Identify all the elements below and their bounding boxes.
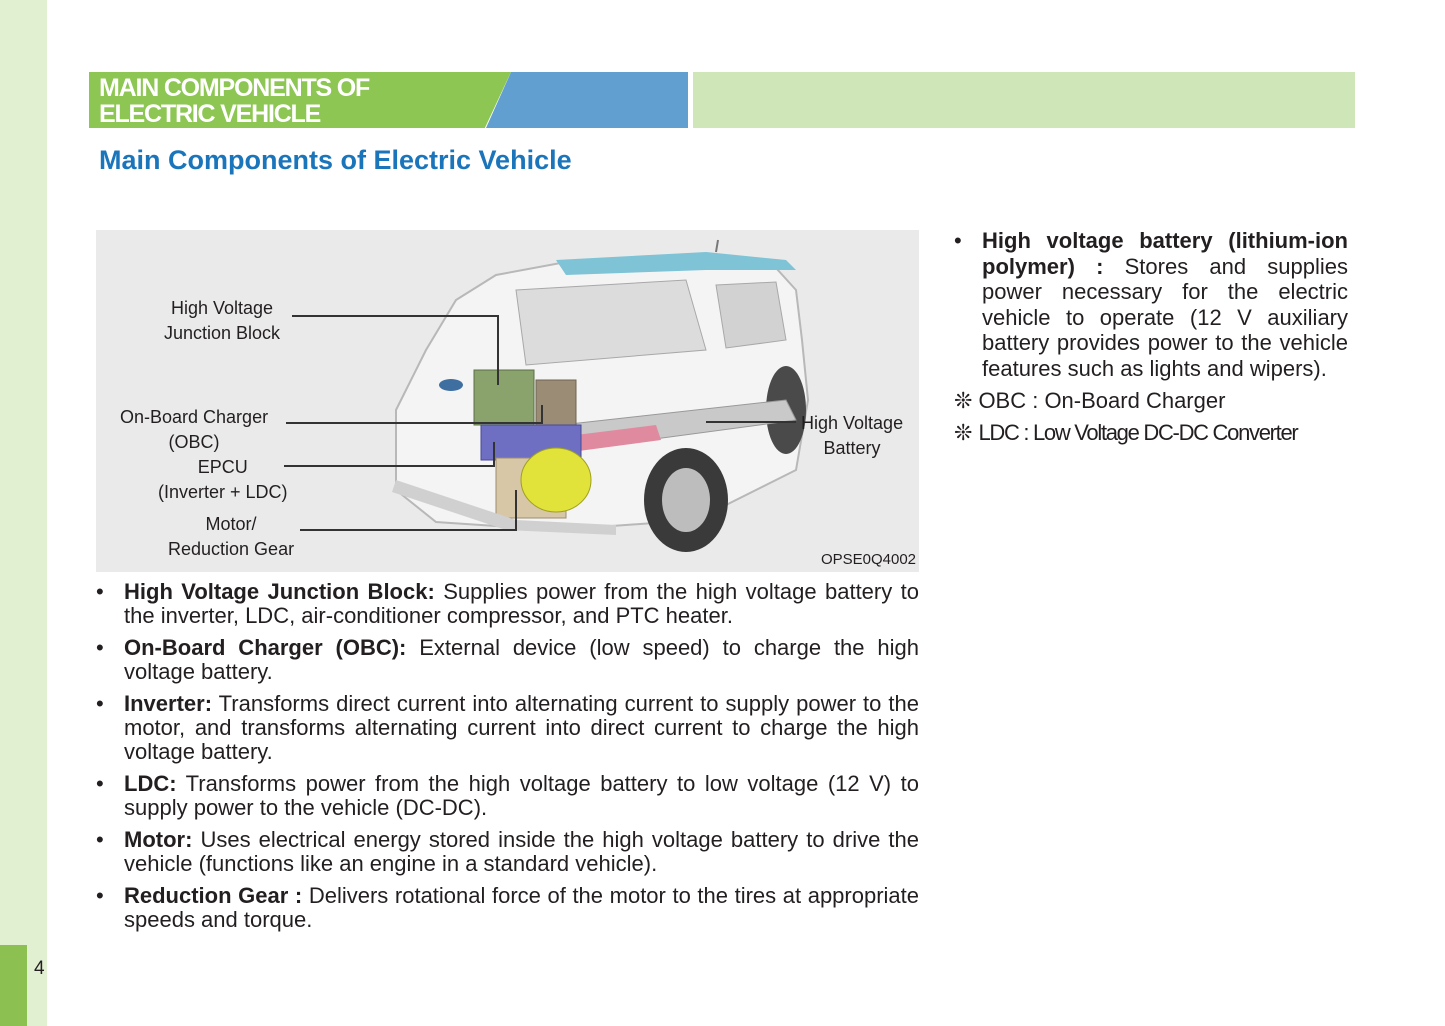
bullet-text: Transforms direct current into alternating current to supply power to the motor, and transforms alternating current into direct current to charge the high voltage battery. xyxy=(124,691,919,764)
list-item xyxy=(96,636,919,684)
list-item xyxy=(96,884,919,932)
bullet-text: Uses electrical energy stored inside the high voltage battery to drive the vehicle (functions like an engine in a standard vehicle). xyxy=(124,827,919,876)
callout-obc-line2: (OBC) xyxy=(168,432,220,452)
list-item xyxy=(96,828,919,876)
bullet-term: High Voltage Junction Block: xyxy=(124,579,435,604)
callout-motor-line2: Reduction Gear xyxy=(168,539,295,559)
vehicle-components-figure xyxy=(96,230,919,572)
battery-term: High voltage battery (lithium-ion polymer) : xyxy=(982,228,1348,279)
component-description-list xyxy=(96,580,919,940)
callout-epcu-line1: EPCU xyxy=(197,457,248,477)
chapter-header-line2: ELECTRIC VEHICLE xyxy=(99,100,321,128)
bullet-term: Reduction Gear : xyxy=(124,883,303,908)
callout-motor-reduction-gear xyxy=(168,512,294,562)
callout-epcu-line2: (Inverter + LDC) xyxy=(158,482,288,502)
note-obc-text: OBC : On-Board Charger xyxy=(978,388,1226,413)
list-item xyxy=(96,692,919,764)
page-tab-marker xyxy=(0,945,27,1026)
callout-on-board-charger xyxy=(120,405,268,455)
junction-block-module xyxy=(474,370,534,425)
antenna xyxy=(716,240,718,252)
page-number: 4 xyxy=(34,958,45,979)
callout-hvjb-line1: High Voltage xyxy=(170,298,274,318)
side-window xyxy=(716,282,786,348)
callout-high-voltage-junction-block xyxy=(164,296,280,346)
note-mark-icon: ❊ xyxy=(954,420,973,445)
callout-hvb-line2: Battery xyxy=(823,438,881,458)
note-ldc-text: LDC : Low Voltage DC-DC Converter xyxy=(978,420,1298,445)
callout-hvjb-line2: Junction Block xyxy=(164,323,281,343)
battery-bullet xyxy=(954,228,1348,381)
side-margin-bar xyxy=(0,0,47,1026)
front-right-rim xyxy=(662,468,710,532)
callout-epcu xyxy=(158,455,288,505)
callout-hvb-line1: High Voltage xyxy=(801,413,904,433)
callout-obc-line1: On-Board Charger xyxy=(120,407,269,427)
right-column xyxy=(954,228,1348,449)
bullet-term: On-Board Charger (OBC): xyxy=(124,635,407,660)
reduction-gear-module xyxy=(521,448,591,512)
section-title: Main Components of Electric Vehicle xyxy=(99,145,572,175)
callout-motor-line1: Motor/ xyxy=(205,514,257,534)
bullet-text: Supplies power from the high voltage battery to the inverter, LDC, air-conditioner compressor, and PTC heater. xyxy=(124,579,919,628)
chapter-header xyxy=(99,75,369,127)
bullet-term: Inverter: xyxy=(124,691,213,716)
list-item xyxy=(96,772,919,820)
bullet-term: LDC: xyxy=(124,771,177,796)
bullet-term: Motor: xyxy=(124,827,193,852)
note-obc xyxy=(954,385,1348,417)
bullet-text: Delivers rotational force of the motor to the tires at appropriate speeds and torque. xyxy=(124,883,920,932)
badge-logo xyxy=(439,379,463,391)
note-mark-icon: ❊ xyxy=(954,388,973,413)
battery-text: Stores and supplies power necessary for the electric vehicle to operate (12 V auxiliary battery provides power to the vehicle features such as lights and wipers). xyxy=(982,253,1348,381)
bullet-text: External device (low speed) to charge the high voltage battery. xyxy=(124,635,919,684)
figure-code: OPSE0Q4002 xyxy=(820,551,916,568)
note-ldc xyxy=(954,417,1348,449)
header-band-blue xyxy=(486,72,688,128)
header-band-light-green xyxy=(693,72,1355,128)
list-item xyxy=(96,580,919,628)
bullet-text: Transforms power from the high voltage battery to low voltage (12 V) to supply power to the vehicle (DC-DC). xyxy=(124,771,919,820)
callout-high-voltage-battery xyxy=(801,411,903,461)
chapter-header-line1: MAIN COMPONENTS OF xyxy=(99,74,370,102)
windshield xyxy=(516,280,706,365)
